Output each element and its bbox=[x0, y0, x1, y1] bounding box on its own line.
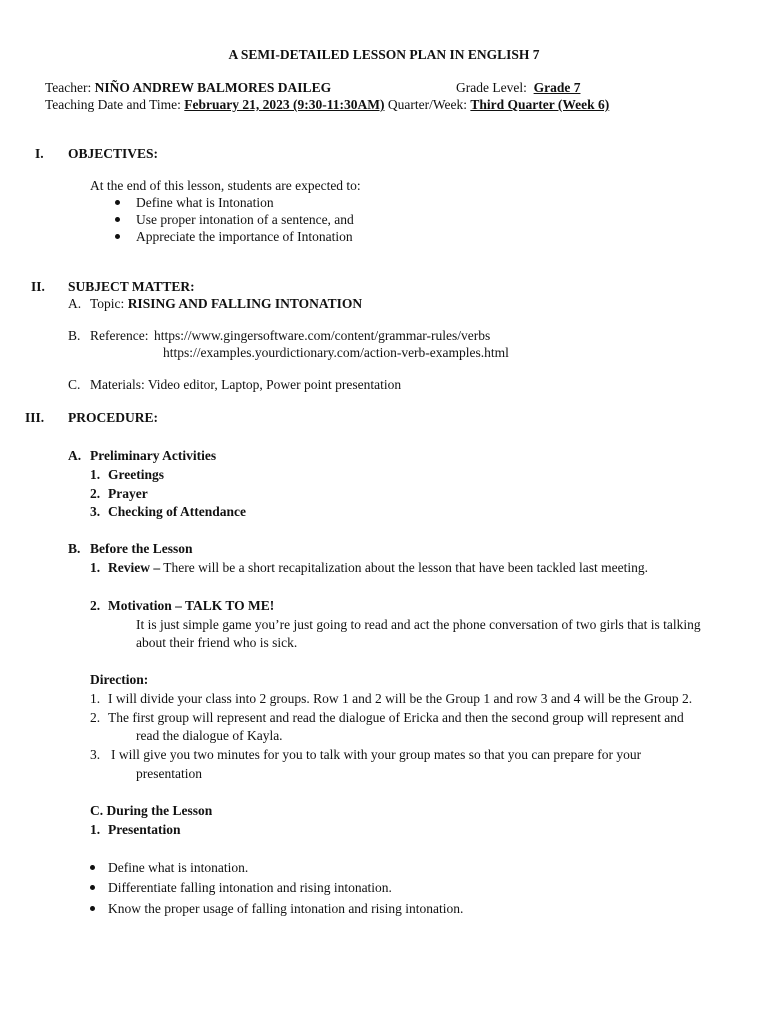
direction-text: I will divide your class into 2 groups. Row 1 and 2 will be the Group 1 and row 3 and 4 will be the Group 2. bbox=[108, 691, 693, 706]
materials-letter: C. bbox=[68, 377, 81, 392]
topic-letter: A. bbox=[68, 296, 82, 311]
bullet-dot bbox=[115, 217, 120, 222]
objective-item: Appreciate the importance of Intonation bbox=[136, 229, 353, 244]
preliminary-title: Preliminary Activities bbox=[90, 448, 217, 463]
procedure-numeral: III. bbox=[25, 410, 45, 425]
bullet-dot bbox=[115, 200, 120, 205]
bullet-dot bbox=[90, 885, 95, 890]
quarter-label: Quarter/Week: bbox=[387, 97, 467, 112]
presentation-item: Know the proper usage of falling intonation and rising intonation. bbox=[108, 901, 464, 916]
list-number: 3. bbox=[90, 504, 101, 519]
motivation-label: Motivation – TALK TO ME! bbox=[108, 598, 275, 613]
reference-letter: B. bbox=[68, 328, 81, 343]
objective-item: Use proper intonation of a sentence, and bbox=[136, 212, 354, 227]
objectives-heading: OBJECTIVES: bbox=[68, 146, 159, 161]
preliminary-item: Prayer bbox=[108, 486, 148, 501]
grade-line bbox=[456, 79, 580, 96]
motivation-text: It is just simple game you’re just going to read and act the phone conversation of two girls that is talking bbox=[136, 617, 701, 632]
grade-value: Grade 7 bbox=[533, 80, 581, 95]
reference-label: Reference: bbox=[90, 328, 149, 343]
review-label: Review – bbox=[108, 560, 161, 575]
page-title: A SEMI-DETAILED LESSON PLAN IN ENGLISH 7 bbox=[228, 47, 540, 62]
bullet-dot bbox=[115, 234, 120, 239]
list-number: 1. bbox=[90, 560, 101, 575]
subject-numeral: II. bbox=[31, 279, 45, 294]
during-title: C. During the Lesson bbox=[90, 803, 213, 818]
date-label: Teaching Date and Time: bbox=[45, 97, 181, 112]
direction-text: read the dialogue of Kayla. bbox=[136, 728, 283, 743]
subject-heading: SUBJECT MATTER: bbox=[68, 279, 195, 294]
reference-url[interactable]: https://examples.yourdictionary.com/action-verb-examples.html bbox=[163, 345, 509, 360]
teacher-name: NIÑO ANDREW BALMORES DAILEG bbox=[94, 80, 332, 95]
procedure-heading: PROCEDURE: bbox=[68, 410, 158, 425]
preliminary-item: Greetings bbox=[108, 467, 164, 482]
before-title: Before the Lesson bbox=[90, 541, 193, 556]
list-number: 2. bbox=[90, 486, 101, 501]
topic-line bbox=[90, 295, 362, 312]
materials-text: Materials: Video editor, Laptop, Power point presentation bbox=[90, 377, 402, 392]
presentation-item: Differentiate falling intonation and rising intonation. bbox=[108, 880, 392, 895]
grade-label: Grade Level: bbox=[456, 80, 527, 95]
objectives-intro: At the end of this lesson, students are expected to: bbox=[90, 178, 361, 193]
preliminary-item: Checking of Attendance bbox=[108, 504, 246, 519]
review-line bbox=[108, 559, 648, 576]
direction-text: I will give you two minutes for you to talk with your group mates so that you can prepare for your bbox=[111, 747, 642, 762]
teacher-line bbox=[45, 79, 331, 96]
list-number: 3. bbox=[90, 747, 101, 762]
presentation-item: Define what is intonation. bbox=[108, 860, 249, 875]
direction-text: presentation bbox=[136, 766, 202, 781]
quarter-value: Third Quarter (Week 6) bbox=[470, 97, 610, 112]
date-line bbox=[45, 96, 609, 113]
list-number: 2. bbox=[90, 598, 101, 613]
date-value: February 21, 2023 (9:30-11:30AM) bbox=[184, 97, 385, 112]
objectives-numeral: I. bbox=[35, 146, 44, 161]
direction-heading: Direction: bbox=[90, 672, 149, 687]
list-number: 1. bbox=[90, 691, 101, 706]
direction-text: The first group will represent and read the dialogue of Ericka and then the second group will represent and bbox=[108, 710, 684, 725]
preliminary-letter: A. bbox=[68, 448, 82, 463]
motivation-text: about their friend who is sick. bbox=[136, 635, 298, 650]
presentation-label: Presentation bbox=[108, 822, 181, 837]
list-number: 2. bbox=[90, 710, 101, 725]
review-text: There will be a short recapitalization about the lesson that have been tackled last meeting. bbox=[163, 560, 648, 575]
reference-url[interactable]: https://www.gingersoftware.com/content/grammar-rules/verbs bbox=[154, 328, 491, 343]
list-number: 1. bbox=[90, 467, 101, 482]
before-letter: B. bbox=[68, 541, 81, 556]
teacher-label: Teacher: bbox=[45, 80, 92, 95]
topic-value: RISING AND FALLING INTONATION bbox=[127, 296, 363, 311]
bullet-dot bbox=[90, 865, 95, 870]
objective-item: Define what is Intonation bbox=[136, 195, 274, 210]
topic-label: Topic: bbox=[90, 296, 125, 311]
bullet-dot bbox=[90, 906, 95, 911]
list-number: 1. bbox=[90, 822, 101, 837]
